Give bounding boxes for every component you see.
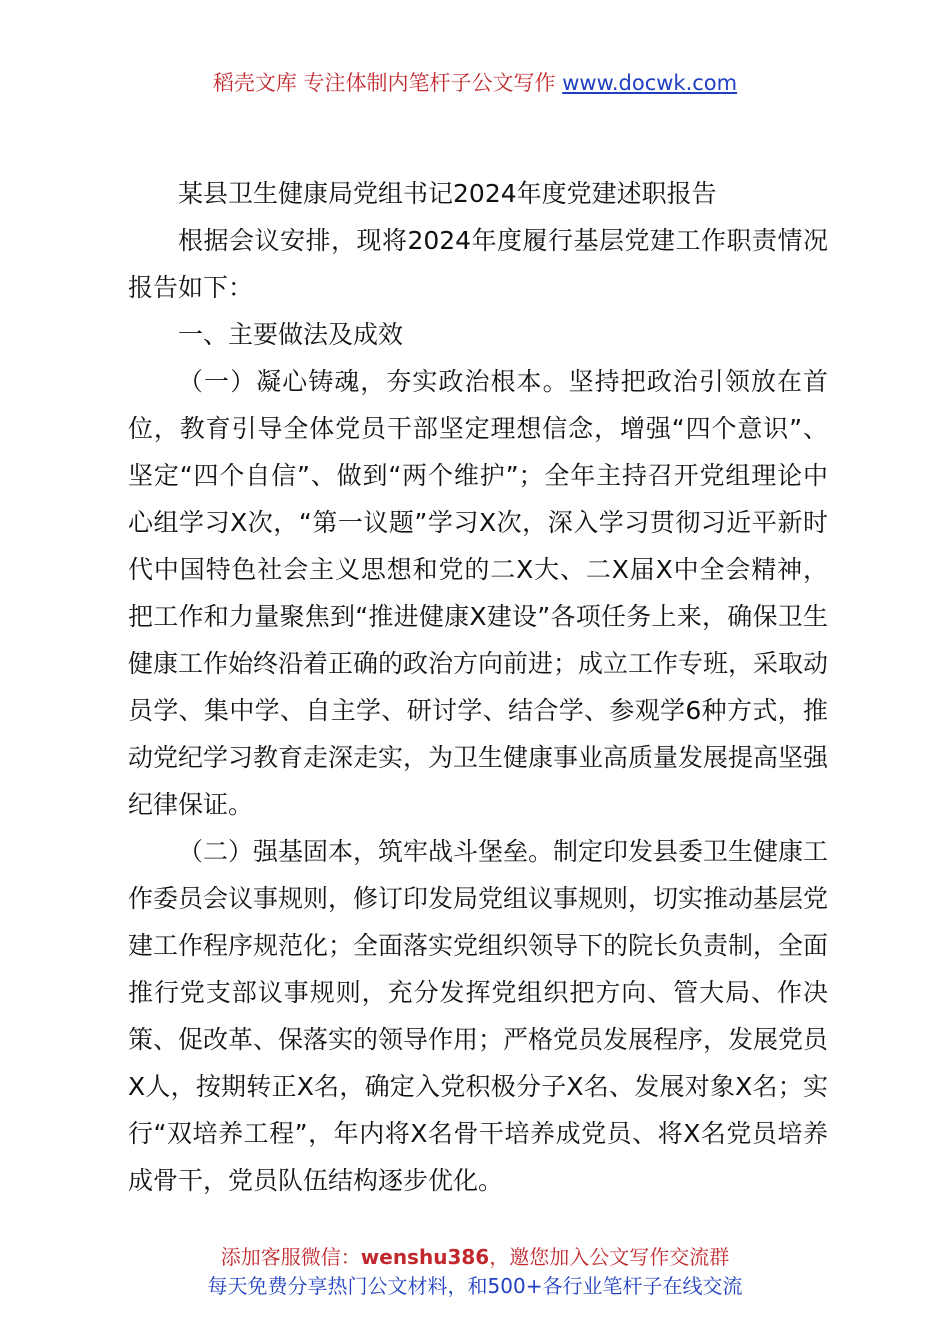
footer-promo-line: 每天免费分享热门公文材料，和500+各行业笔杆子在线交流	[207, 1274, 743, 1298]
intro-paragraph: 根据会议安排，现将2024年度履行基层党建工作职责情况报告如下：	[128, 226, 828, 302]
footer-prefix: 添加客服微信：	[220, 1245, 361, 1269]
body-paragraph-2: （二）强基固本，筑牢战斗堡垒。制定印发县委卫生健康工作委员会议事规则，修订印发局党组议事规则，切实推动基层党建工作程序规范化；全面落实党组织领导下的院长负责制，全面推行党支部议事规则，充分发挥党组织把方向、管大局、作决策、促改革、保落实的领导作用；严格党员发展程序，发展党员X人，按期转正X名，确定入党积极分子X名、发展对象X名；实行“双培养工程”，年内将X名骨干培养成党员、将X名党员培养成骨干，党员队伍结构逐步优化。	[128, 837, 829, 1195]
site-url-link[interactable]: www.docwk.com	[562, 71, 738, 95]
section-heading: 一、主要做法及成效	[178, 320, 404, 349]
wechat-id: wenshu386	[360, 1245, 490, 1269]
watermark-header	[0, 68, 950, 98]
footer-suffix: ，邀您加入公文写作交流群	[489, 1245, 730, 1269]
body-paragraph-1: （一）凝心铸魂，夯实政治根本。坚持把政治引领放在首位，教育引导全体党员干部坚定理想信念，增强“四个意识”、坚定“四个自信”、做到“两个维护”；全年主持召开党组理论中心组学习X次，“第一议题”学习X次，深入学习贯彻习近平新时代中国特色社会主义思想和党的二X大、二X届X中全会精神，把工作和力量聚焦到“推进健康X建设”各项任务上来，确保卫生健康工作始终沿着正确的政治方向前进；成立工作专班，采取动员学、集中学、自主学、研讨学、结合学、参观学6种方式，推动党纪学习教育走深走实，为卫生健康事业高质量发展提高坚强纪律保证。	[128, 367, 829, 819]
footer-contact-line	[0, 1243, 950, 1271]
document-title: 某县卫生健康局党组书记2024年度党建述职报告	[178, 179, 717, 208]
document-body	[128, 170, 828, 1204]
site-name: 稻壳文库 专注体制内笔杆子公文写作	[212, 71, 556, 95]
